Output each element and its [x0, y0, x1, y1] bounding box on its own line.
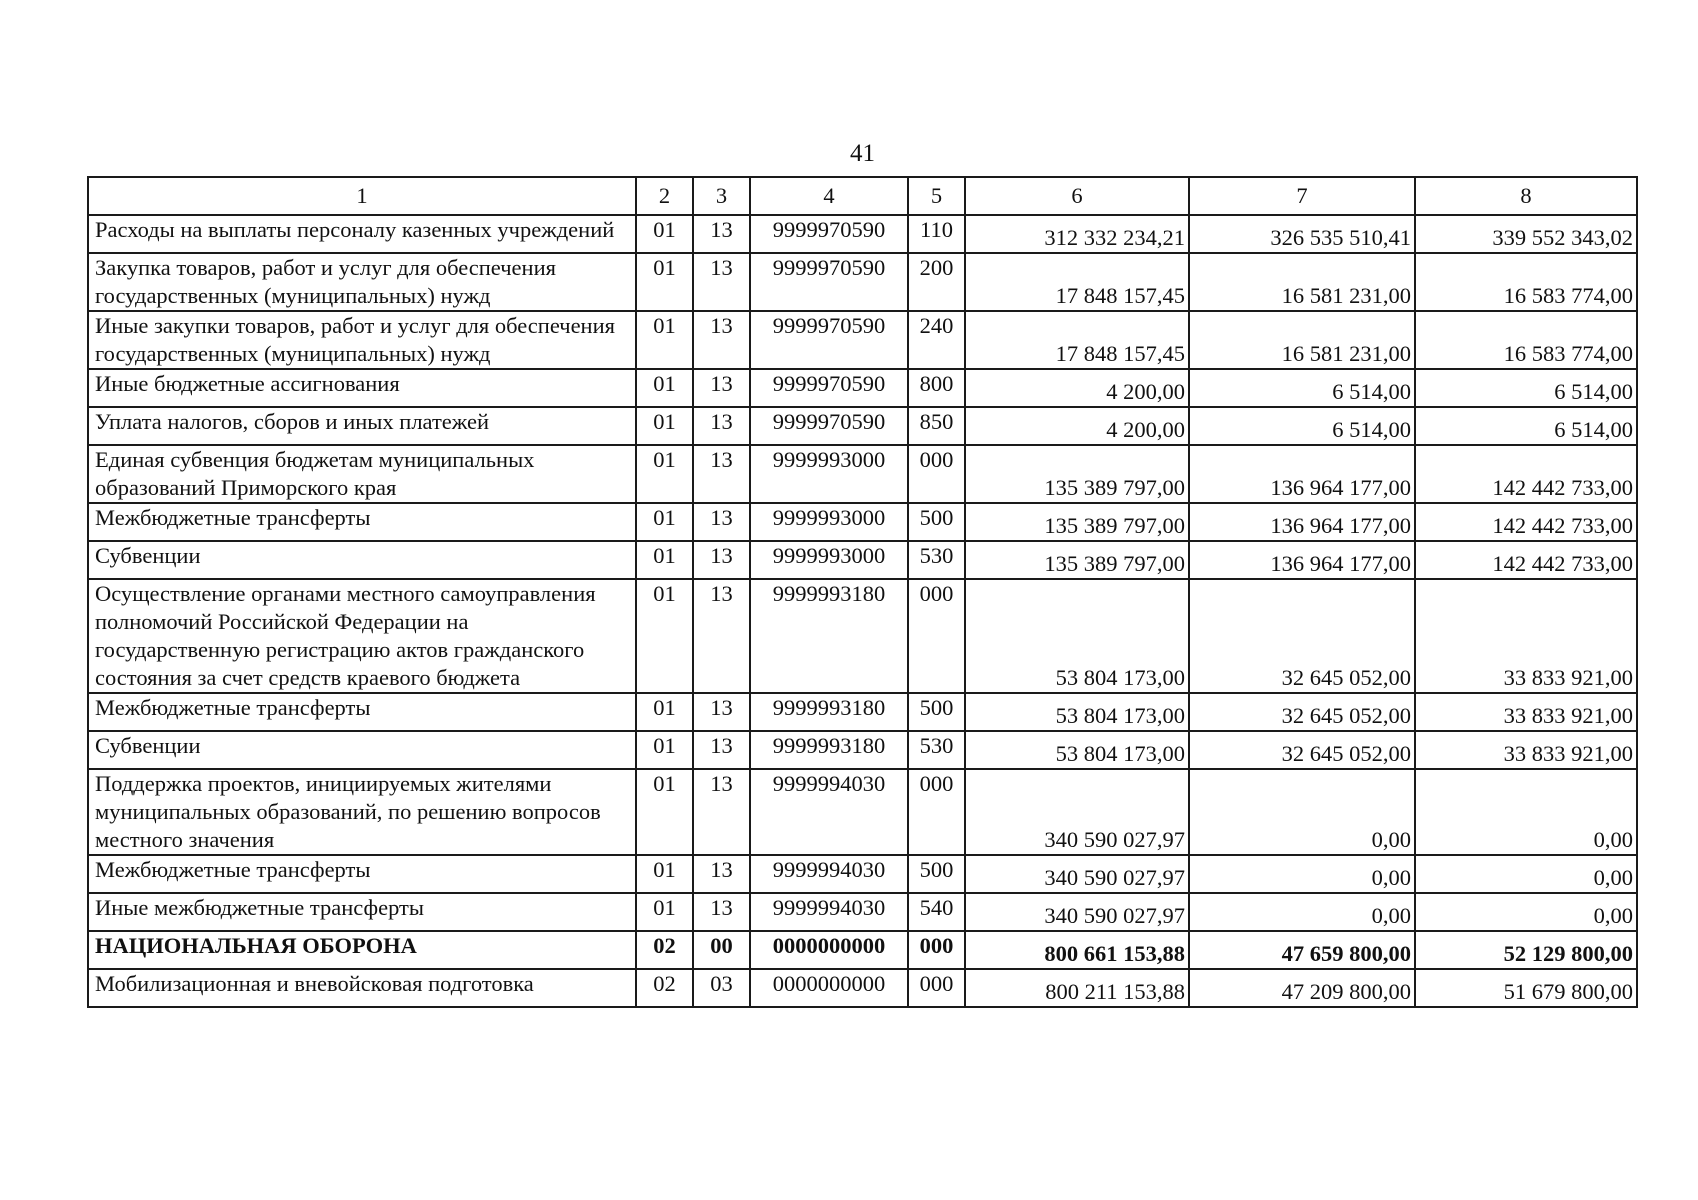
- expense-type-code-cell: 800: [908, 369, 965, 407]
- expense-type-code-cell: 530: [908, 541, 965, 579]
- subsection-code-cell: 13: [693, 369, 750, 407]
- section-code-cell: 01: [636, 541, 693, 579]
- table-row: [88, 253, 1637, 311]
- item-name-cell: Межбюджетные трансферты: [88, 855, 636, 893]
- amount-col7-cell: 0,00: [1189, 769, 1415, 855]
- amount-col6-cell: 53 804 173,00: [965, 579, 1189, 693]
- amount-col7-cell: 16 581 231,00: [1189, 311, 1415, 369]
- expense-type-code-cell: 110: [908, 215, 965, 253]
- subsection-code-cell: 13: [693, 445, 750, 503]
- amount-col8-cell: 339 552 343,02: [1415, 215, 1637, 253]
- target-item-code-cell: 9999970590: [750, 369, 908, 407]
- section-code-cell: 01: [636, 693, 693, 731]
- item-name-cell: Субвенции: [88, 731, 636, 769]
- target-item-code-cell: 0000000000: [750, 931, 908, 969]
- subsection-code-cell: 13: [693, 769, 750, 855]
- amount-col6-cell: 135 389 797,00: [965, 503, 1189, 541]
- section-code-cell: 01: [636, 855, 693, 893]
- target-item-code-cell: 9999970590: [750, 311, 908, 369]
- column-header: 3: [693, 177, 750, 215]
- subsection-code-cell: 00: [693, 931, 750, 969]
- amount-col8-cell: 142 442 733,00: [1415, 541, 1637, 579]
- section-code-cell: 01: [636, 503, 693, 541]
- amount-col7-cell: 6 514,00: [1189, 369, 1415, 407]
- subsection-code-cell: 13: [693, 253, 750, 311]
- amount-col8-cell: 6 514,00: [1415, 369, 1637, 407]
- amount-col7-cell: 0,00: [1189, 855, 1415, 893]
- expense-type-code-cell: 240: [908, 311, 965, 369]
- amount-col6-cell: 135 389 797,00: [965, 541, 1189, 579]
- table-row: [88, 969, 1637, 1007]
- amount-col7-cell: 136 964 177,00: [1189, 445, 1415, 503]
- column-header: 4: [750, 177, 908, 215]
- amount-col8-cell: 6 514,00: [1415, 407, 1637, 445]
- amount-col8-cell: 33 833 921,00: [1415, 579, 1637, 693]
- item-name-cell: Иные бюджетные ассигнования: [88, 369, 636, 407]
- item-name-cell: Расходы на выплаты персоналу казенных учреждений: [88, 215, 636, 253]
- target-item-code-cell: 9999994030: [750, 769, 908, 855]
- expense-type-code-cell: 500: [908, 503, 965, 541]
- amount-col6-cell: 340 590 027,97: [965, 769, 1189, 855]
- column-header: 6: [965, 177, 1189, 215]
- amount-col7-cell: 136 964 177,00: [1189, 503, 1415, 541]
- budget-table: [87, 176, 1638, 1008]
- section-code-cell: 01: [636, 445, 693, 503]
- table-row: [88, 931, 1637, 969]
- amount-col7-cell: 136 964 177,00: [1189, 541, 1415, 579]
- amount-col8-cell: 33 833 921,00: [1415, 693, 1637, 731]
- amount-col8-cell: 142 442 733,00: [1415, 503, 1637, 541]
- table-row: [88, 311, 1637, 369]
- target-item-code-cell: 9999993000: [750, 503, 908, 541]
- item-name-cell: Мобилизационная и вневойсковая подготовка: [88, 969, 636, 1007]
- amount-col6-cell: 53 804 173,00: [965, 731, 1189, 769]
- column-header: 1: [88, 177, 636, 215]
- table-header-row: [88, 177, 1637, 215]
- amount-col8-cell: 142 442 733,00: [1415, 445, 1637, 503]
- amount-col6-cell: 312 332 234,21: [965, 215, 1189, 253]
- item-name-cell: Единая субвенция бюджетам муниципальных образований Приморского края: [88, 445, 636, 503]
- target-item-code-cell: 0000000000: [750, 969, 908, 1007]
- column-header: 8: [1415, 177, 1637, 215]
- expense-type-code-cell: 540: [908, 893, 965, 931]
- expense-type-code-cell: 500: [908, 693, 965, 731]
- subsection-code-cell: 13: [693, 693, 750, 731]
- amount-col6-cell: 135 389 797,00: [965, 445, 1189, 503]
- item-name-cell: Осуществление органами местного самоуправления полномочий Российской Федерации на государственную регистрацию актов гражданского состояния за счет средств краевого бюджета: [88, 579, 636, 693]
- table-row: [88, 369, 1637, 407]
- target-item-code-cell: 9999970590: [750, 215, 908, 253]
- column-header: 2: [636, 177, 693, 215]
- section-code-cell: 01: [636, 311, 693, 369]
- section-code-cell: 01: [636, 579, 693, 693]
- subsection-code-cell: 13: [693, 503, 750, 541]
- subsection-code-cell: 13: [693, 407, 750, 445]
- section-code-cell: 01: [636, 407, 693, 445]
- section-code-cell: 01: [636, 253, 693, 311]
- table-body: [88, 215, 1637, 1007]
- amount-col7-cell: 326 535 510,41: [1189, 215, 1415, 253]
- table-row: [88, 855, 1637, 893]
- target-item-code-cell: 9999970590: [750, 407, 908, 445]
- table-row: [88, 541, 1637, 579]
- subsection-code-cell: 13: [693, 855, 750, 893]
- subsection-code-cell: 13: [693, 311, 750, 369]
- target-item-code-cell: 9999993000: [750, 445, 908, 503]
- amount-col7-cell: 47 209 800,00: [1189, 969, 1415, 1007]
- table-row: [88, 215, 1637, 253]
- amount-col6-cell: 340 590 027,97: [965, 893, 1189, 931]
- target-item-code-cell: 9999993180: [750, 693, 908, 731]
- section-code-cell: 01: [636, 369, 693, 407]
- amount-col8-cell: 51 679 800,00: [1415, 969, 1637, 1007]
- amount-col8-cell: 0,00: [1415, 855, 1637, 893]
- target-item-code-cell: 9999994030: [750, 893, 908, 931]
- section-code-cell: 02: [636, 931, 693, 969]
- item-name-cell: Иные межбюджетные трансферты: [88, 893, 636, 931]
- table-row: [88, 731, 1637, 769]
- table-row: [88, 579, 1637, 693]
- amount-col8-cell: 33 833 921,00: [1415, 731, 1637, 769]
- amount-col7-cell: 0,00: [1189, 893, 1415, 931]
- expense-type-code-cell: 850: [908, 407, 965, 445]
- item-name-cell: НАЦИОНАЛЬНАЯ ОБОРОНА: [88, 931, 636, 969]
- target-item-code-cell: 9999993180: [750, 579, 908, 693]
- subsection-code-cell: 13: [693, 731, 750, 769]
- table-row: [88, 445, 1637, 503]
- expense-type-code-cell: 200: [908, 253, 965, 311]
- target-item-code-cell: 9999994030: [750, 855, 908, 893]
- subsection-code-cell: 13: [693, 893, 750, 931]
- section-code-cell: 01: [636, 731, 693, 769]
- amount-col6-cell: 800 661 153,88: [965, 931, 1189, 969]
- table-row: [88, 893, 1637, 931]
- target-item-code-cell: 9999993180: [750, 731, 908, 769]
- amount-col6-cell: 17 848 157,45: [965, 311, 1189, 369]
- subsection-code-cell: 13: [693, 579, 750, 693]
- item-name-cell: Уплата налогов, сборов и иных платежей: [88, 407, 636, 445]
- amount-col7-cell: 32 645 052,00: [1189, 579, 1415, 693]
- table-row: [88, 769, 1637, 855]
- column-header: 7: [1189, 177, 1415, 215]
- amount-col8-cell: 0,00: [1415, 769, 1637, 855]
- column-header: 5: [908, 177, 965, 215]
- amount-col7-cell: 16 581 231,00: [1189, 253, 1415, 311]
- section-code-cell: 01: [636, 215, 693, 253]
- item-name-cell: Закупка товаров, работ и услуг для обеспечения государственных (муниципальных) нужд: [88, 253, 636, 311]
- amount-col8-cell: 16 583 774,00: [1415, 311, 1637, 369]
- expense-type-code-cell: 000: [908, 579, 965, 693]
- amount-col6-cell: 4 200,00: [965, 369, 1189, 407]
- expense-type-code-cell: 500: [908, 855, 965, 893]
- subsection-code-cell: 13: [693, 541, 750, 579]
- item-name-cell: Иные закупки товаров, работ и услуг для обеспечения государственных (муниципальных) нужд: [88, 311, 636, 369]
- section-code-cell: 02: [636, 969, 693, 1007]
- amount-col8-cell: 52 129 800,00: [1415, 931, 1637, 969]
- section-code-cell: 01: [636, 893, 693, 931]
- amount-col7-cell: 32 645 052,00: [1189, 693, 1415, 731]
- target-item-code-cell: 9999993000: [750, 541, 908, 579]
- page-number: 41: [850, 140, 875, 167]
- amount-col7-cell: 32 645 052,00: [1189, 731, 1415, 769]
- amount-col6-cell: 800 211 153,88: [965, 969, 1189, 1007]
- amount-col8-cell: 16 583 774,00: [1415, 253, 1637, 311]
- amount-col6-cell: 340 590 027,97: [965, 855, 1189, 893]
- subsection-code-cell: 13: [693, 215, 750, 253]
- target-item-code-cell: 9999970590: [750, 253, 908, 311]
- amount-col6-cell: 17 848 157,45: [965, 253, 1189, 311]
- amount-col6-cell: 53 804 173,00: [965, 693, 1189, 731]
- amount-col7-cell: 6 514,00: [1189, 407, 1415, 445]
- table-row: [88, 407, 1637, 445]
- item-name-cell: Межбюджетные трансферты: [88, 693, 636, 731]
- amount-col8-cell: 0,00: [1415, 893, 1637, 931]
- item-name-cell: Субвенции: [88, 541, 636, 579]
- table-row: [88, 503, 1637, 541]
- section-code-cell: 01: [636, 769, 693, 855]
- amount-col7-cell: 47 659 800,00: [1189, 931, 1415, 969]
- amount-col6-cell: 4 200,00: [965, 407, 1189, 445]
- subsection-code-cell: 03: [693, 969, 750, 1007]
- expense-type-code-cell: 000: [908, 769, 965, 855]
- item-name-cell: Поддержка проектов, инициируемых жителями муниципальных образований, по решению вопросов местного значения: [88, 769, 636, 855]
- table-row: [88, 693, 1637, 731]
- expense-type-code-cell: 000: [908, 969, 965, 1007]
- expense-type-code-cell: 000: [908, 445, 965, 503]
- expense-type-code-cell: 530: [908, 731, 965, 769]
- item-name-cell: Межбюджетные трансферты: [88, 503, 636, 541]
- expense-type-code-cell: 000: [908, 931, 965, 969]
